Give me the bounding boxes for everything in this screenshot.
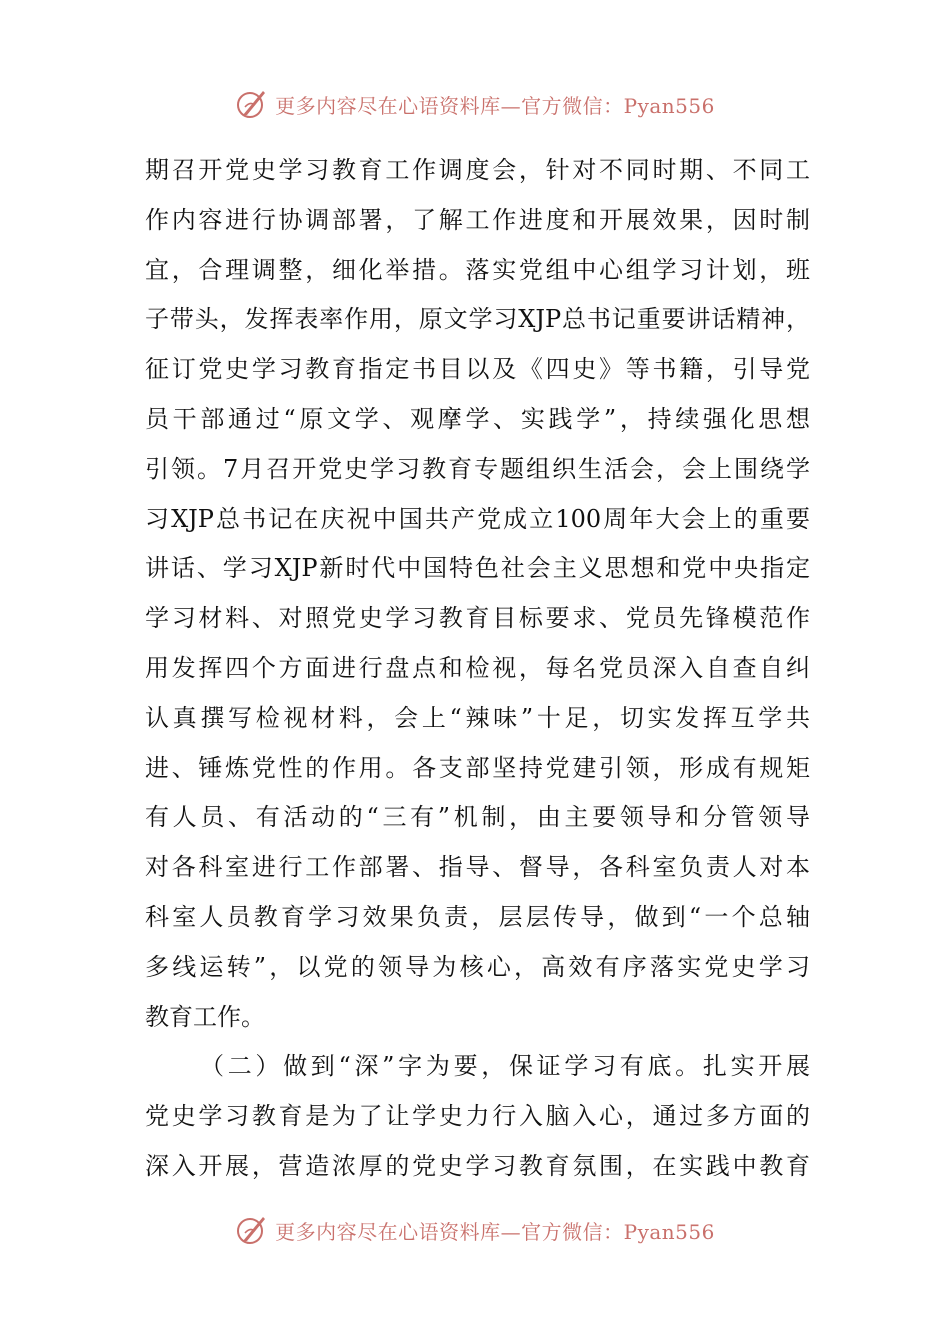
text-line: 教育工作。 (145, 1002, 265, 1031)
text-line: 科室人员教育学习效果负责，层层传导，做到“一个总轴 (145, 902, 810, 931)
text-line: 对各科室进行工作部署、指导、督导，各科室负责人对本 (145, 853, 810, 882)
quill-pen-logo-icon (235, 87, 269, 121)
text-line: 作内容进行协调部署，了解工作进度和开展效果，因时制 (145, 205, 810, 234)
text-line: 深入开展，营造浓厚的党史学习教育氛围，在实践中教育 (145, 1151, 810, 1180)
watermark-text: 更多内容尽在心语资料库—官方微信：Pyan556 (275, 93, 715, 118)
text-line: 进、锤炼党性的作用。各支部坚持党建引领，形成有规矩 (145, 753, 810, 782)
paragraph (145, 1042, 810, 1191)
document-body (145, 146, 810, 1192)
text-line: 认真撰写检视材料，会上“辣味”十足，切实发挥互学共 (145, 703, 810, 732)
text-line: 用发挥四个方面进行盘点和检视，每名党员深入自查自纠 (145, 653, 810, 682)
text-line: （二）做到“深”字为要，保证学习有底。扎实开展 (200, 1052, 810, 1081)
text-line: 员干部通过“原文学、观摩学、实践学”，持续强化思想 (145, 404, 810, 433)
header-watermark-banner (0, 84, 950, 124)
watermark-text: 更多内容尽在心语资料库—官方微信：Pyan556 (275, 1219, 715, 1244)
text-line: 党史学习教育是为了让学史力行入脑入心，通过多方面的 (145, 1102, 810, 1131)
text-line: 多线运转”，以党的领导为核心，高效有序落实党史学习 (145, 952, 810, 981)
text-line: 宜，合理调整，细化举措。落实党组中心组学习计划，班 (145, 255, 810, 284)
text-line: 征订党史学习教育指定书目以及《四史》等书籍，引导党 (145, 355, 810, 384)
text-line: 期召开党史学习教育工作调度会，针对不同时期、不同工 (145, 156, 810, 184)
text-line: 学习材料、对照党史学习教育目标要求、党员先锋模范作 (145, 604, 810, 633)
paragraph (145, 146, 810, 1042)
text-line: 习XJP总书记在庆祝中国共产党成立100周年大会上的重要 (145, 504, 810, 533)
quill-pen-logo-icon (235, 1213, 269, 1247)
text-line: 引领。7月召开党史学习教育专题组织生活会，会上围绕学 (145, 454, 810, 483)
footer-watermark-banner (0, 1210, 950, 1250)
text-line: 讲话、学习XJP新时代中国特色社会主义思想和党中央指定 (145, 554, 810, 583)
text-line: 有人员、有活动的“三有”机制，由主要领导和分管领导 (145, 803, 810, 832)
text-line: 子带头，发挥表率作用，原文学习XJP总书记重要讲话精神， (145, 305, 810, 334)
